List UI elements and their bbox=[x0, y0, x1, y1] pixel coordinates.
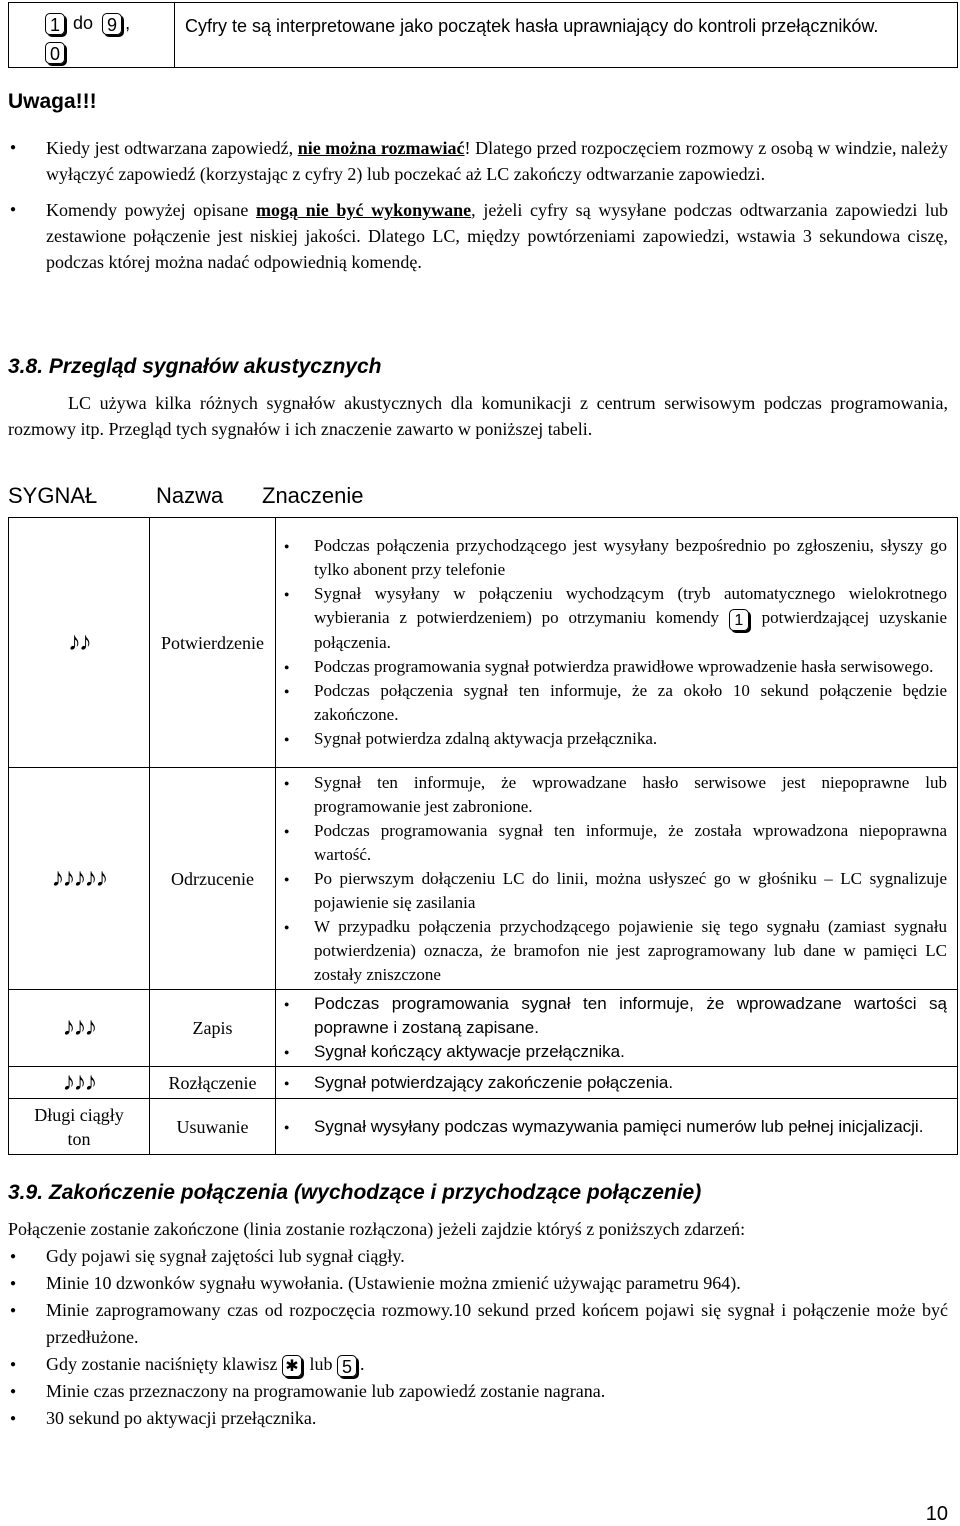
meaning-item: ● Sygnał wysyłany podczas wymazywania pamięci numerów lub pełnej inicjalizacji. bbox=[276, 1115, 947, 1139]
signal-disconnect-icon: ♪♪♪ bbox=[62, 1066, 96, 1096]
table-row bbox=[9, 1067, 958, 1099]
section-3-9-heading: 3.9. Zakończenie połączenia (wychodzące i przychodzące połączenie) bbox=[8, 1181, 702, 1204]
asterisk-key-icon: ✱ bbox=[282, 1355, 302, 1377]
meaning-item: ● Podczas programowania sygnał potwierdza prawidłowe wprowadzenie hasła serwisowego. bbox=[276, 655, 947, 679]
warning-heading: Uwaga!!! bbox=[8, 90, 97, 113]
signal-confirm-icon: ♪♪ bbox=[68, 626, 90, 656]
meaning-item: ● Sygnał ten informuje, że wprowadzane hasło serwisowe jest niepoprawne lub programowanie jest zabronione. bbox=[276, 771, 947, 819]
section-3-8-intro bbox=[8, 390, 948, 442]
meaning-item: ● W przypadku połączenia przychodzącego pojawienie się tego sygnału (zamiast sygnału potwierdzenia) oznacza, że bramofon nie jest zaprogramowany lub dane w pamięci LC zostały zniszczone bbox=[276, 915, 947, 987]
meaning-list bbox=[276, 1113, 957, 1141]
meaning-item: ● Sygnał potwierdzający zakończenie połączenia. bbox=[276, 1071, 947, 1095]
termination-list bbox=[8, 1243, 948, 1432]
comma: , bbox=[125, 13, 131, 33]
meaning-item: ● Podczas programowania sygnał ten informuje, że została wprowadzona niepoprawna wartość. bbox=[276, 819, 947, 867]
warning-1-strong: nie można rozmawiać bbox=[297, 138, 465, 158]
key-bullet-pre: Gdy zostanie naciśnięty klawisz bbox=[46, 1354, 278, 1374]
key-1-icon: 1 bbox=[45, 13, 65, 35]
signal-save-icon: ♪♪♪ bbox=[62, 1012, 96, 1041]
header-meaning: Znaczenie bbox=[262, 483, 364, 508]
meaning-item: ● Podczas połączenia przychodzącego jest wysyłany bezpośrednio po zgłoszeniu, słyszy go tylko abonent przy telefonie bbox=[276, 534, 947, 582]
meaning-text: Sygnał wysyłany w połączeniu wychodzącym (tryb automatycznego wielokrotnego wybierania z potwierdzeniem) po otrzymaniu komendy bbox=[314, 584, 947, 628]
list-item: ● 30 sekund po aktywacji przełącznika. bbox=[8, 1405, 948, 1432]
list-item: ● Gdy pojawi się sygnał zajętości lub sygnał ciągły. bbox=[8, 1243, 948, 1270]
meaning-item: ● Sygnał potwierdza zdalną aktywacja przełącznika. bbox=[276, 727, 947, 751]
header-signal: SYGNAŁ bbox=[8, 483, 98, 508]
key-1-icon: 1 bbox=[729, 609, 749, 631]
table-row bbox=[9, 990, 958, 1067]
meaning-item: ● Sygnał kończący aktywacje przełącznika. bbox=[276, 1040, 947, 1064]
warning-item-1 bbox=[8, 135, 948, 187]
signal-name: Rozłączenie bbox=[150, 1067, 276, 1099]
signal-reject-icon: ♪♪♪♪♪ bbox=[51, 862, 107, 892]
warning-2-strong: mogą nie być wykonywane bbox=[256, 200, 472, 220]
key-bullet-mid: lub bbox=[309, 1354, 333, 1374]
top-table bbox=[8, 2, 958, 68]
signal-name: Usuwanie bbox=[150, 1099, 276, 1155]
signal-name: Zapis bbox=[150, 990, 276, 1067]
key-bullet-post: . bbox=[359, 1354, 365, 1374]
table-row bbox=[9, 768, 958, 990]
key-9-icon: 9 bbox=[102, 13, 122, 35]
warning-1-pre: Kiedy jest odtwarzana zapowiedź, bbox=[46, 138, 298, 158]
key-5-icon: 5 bbox=[337, 1355, 357, 1377]
warning-list bbox=[8, 135, 948, 275]
do-word: do bbox=[73, 13, 94, 33]
table-row bbox=[9, 1099, 958, 1155]
list-item: ● Minie 10 dzwonków sygnału wywołania. (Ustawienie można zmienić używając parametru 964). bbox=[8, 1270, 948, 1297]
section-3-9-intro: Połączenie zostanie zakończone (linia zostanie rozłączona) jeżeli zajdzie któryś z poniższych zdarzeń: bbox=[8, 1219, 746, 1239]
meaning-list bbox=[276, 990, 957, 1066]
warning-2-post: , jeżeli cyfry są wysyłane podczas odtwarzania zapowiedzi lub zestawione połączenie jest niskiej jakości. Dlatego LC, między powtórzeniami zapowiedzi, wstawia 3 sekundowa ciszę, podczas której można nadać odpowiednią komendę. bbox=[46, 200, 949, 272]
signal-name: Odrzucenie bbox=[150, 768, 276, 990]
meaning-item: ● Po pierwszym dołączeniu LC do linii, można usłyszeć go w głośniku – LC sygnalizuje pojawienie się zasilania bbox=[276, 867, 947, 915]
section-3-8-intro-text: LC używa kilka różnych sygnałów akustycznych dla komunikacji z centrum serwisowym podczas programowania, rozmowy itp. Przegląd tych sygnałów i ich znaczenie zawarto w poniższej tabeli. bbox=[8, 393, 948, 439]
meaning-list bbox=[276, 532, 957, 752]
meaning-list bbox=[276, 769, 957, 989]
section-3-8-heading: 3.8. Przegląd sygnałów akustycznych bbox=[8, 355, 382, 378]
meaning-list bbox=[276, 1069, 957, 1097]
warning-2-pre: Komendy powyżej opisane bbox=[46, 200, 257, 220]
header-name: Nazwa bbox=[156, 483, 224, 508]
list-item bbox=[8, 1351, 948, 1378]
warning-item-2 bbox=[8, 197, 948, 275]
meaning-item: ● Podczas programowania sygnał ten informuje, że wprowadzane wartości są poprawne i zostaną zapisane. bbox=[276, 992, 947, 1040]
list-item: ● Minie czas przeznaczony na programowanie lub zapowiedź zostanie nagrana. bbox=[8, 1378, 948, 1405]
table-row bbox=[9, 518, 958, 768]
signals-table bbox=[8, 517, 958, 1155]
signal-name: Potwierdzenie bbox=[150, 518, 276, 768]
top-table-text: Cyfry te są interpretowane jako początek hasła uprawniający do kontroli przełączników. bbox=[185, 16, 879, 36]
signal-long-tone: Długi ciągły ton bbox=[9, 1099, 150, 1155]
top-table-keys-cell bbox=[9, 3, 175, 67]
meaning-item: ● Podczas połączenia sygnał ten informuje, że za około 10 sekund połączenie będzie zakończone. bbox=[276, 679, 947, 727]
key-0-icon: 0 bbox=[45, 42, 65, 64]
meaning-tail: potwierdzającej uzyskanie połączenia. bbox=[314, 608, 947, 652]
list-item: ● Minie zaprogramowany czas od rozpoczęcia rozmowy.10 sekund przed końcem pojawi się sygnał i połączenie może być przedłużone. bbox=[8, 1297, 948, 1351]
warning-1-post: ! Dlatego przed rozpoczęciem rozmowy z osobą w windzie, należy wyłączyć zapowiedź (korzystając z cyfry 2) lub poczekać aż LC zakończy odtwarzanie zapowiedzi. bbox=[46, 138, 948, 184]
meaning-item bbox=[276, 582, 947, 654]
page-number: 10 bbox=[925, 1503, 948, 1525]
